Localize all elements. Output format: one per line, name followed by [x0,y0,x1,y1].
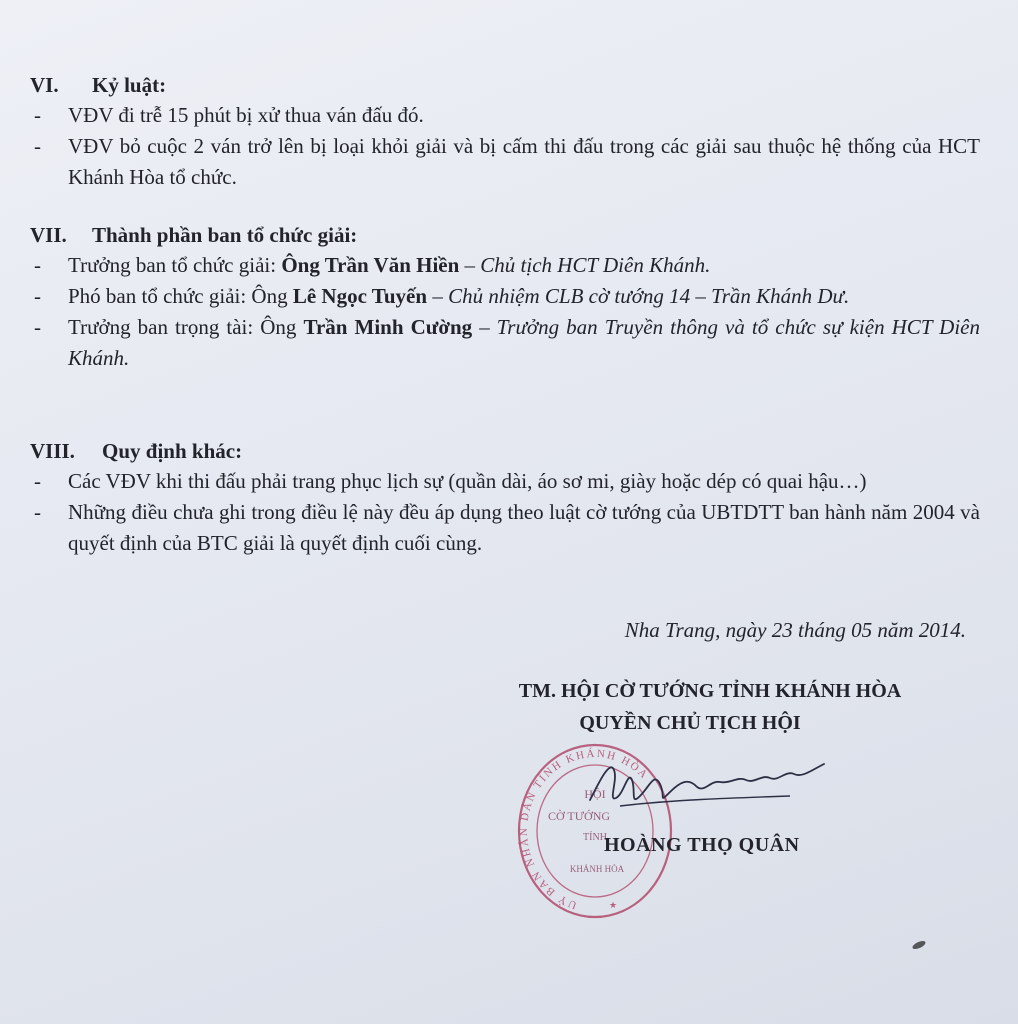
bullet-dash: - [34,284,41,308]
bullet-dash: - [34,103,41,127]
item-text: VĐV đi trễ 15 phút bị xử thua ván đấu đó. [68,103,424,127]
member-name: Trần Minh Cường [303,315,473,339]
handwritten-signature [580,740,840,820]
list-item [30,312,980,374]
item-prefix: Trưởng ban tổ chức giải: [68,253,282,277]
member-role: – Trưởng ban Truyền thông và tổ chức sự kiện HCT Diên Khánh. [68,315,980,370]
list-item [30,131,980,193]
list-item [30,250,980,281]
organization-name: TM. HỘI CỜ TƯỚNG TỈNH KHÁNH HÒA [518,680,902,702]
section-number: VIII. [30,439,75,463]
bullet-dash: - [34,315,41,339]
signer-name: HOÀNG THỌ QUÂN [604,834,800,856]
bullet-dash: - [34,469,41,493]
section-discipline [30,70,980,193]
member-name: Ông Trần Văn Hiền [281,253,460,277]
section-committee [30,220,980,374]
member-role: – Chủ nhiệm CLB cờ tướng 14 – Trần Khánh Dư. [427,284,850,308]
bullet-dash: - [34,134,41,158]
section-heading [30,436,980,466]
list-item [30,497,980,559]
item-text: VĐV bỏ cuộc 2 ván trở lên bị loại khỏi giải và bị cấm thi đấu trong các giải sau thuộc hệ thống của HCT Khánh Hòa tổ chức. [68,134,980,189]
member-role: – Chủ tịch HCT Diên Khánh. [459,253,711,277]
item-text: Các VĐV khi thi đấu phải trang phục lịch sự (quần dài, áo sơ mi, giày hoặc dép có quai hậu…) [68,469,867,493]
member-name: Lê Ngọc Tuyến [292,284,428,308]
list-item [30,100,980,131]
section-heading [30,70,980,100]
item-text: Những điều chưa ghi trong điều lệ này đều áp dụng theo luật cờ tướng của UBTDTT ban hành năm 2004 và quyết định của BTC giải là quyết định cuối cùng. [68,500,980,555]
section-title: Thành phần ban tổ chức giải: [92,223,358,247]
svg-text:KHÁNH HÒA: KHÁNH HÒA [569,864,625,874]
section-heading [30,220,980,250]
section-number: VI. [30,73,59,97]
svg-text:UỶ BAN NHÂN DÂN TỈNH KHÁNH HÒA: UỶ BAN NHÂN DÂN TỈNH KHÁNH HÒA [518,747,651,912]
section-other-rules [30,436,980,559]
section-title: Quy định khác: [102,439,243,463]
svg-text:TỈNH: TỈNH [583,832,607,843]
bullet-dash: - [34,253,41,277]
signer-title: QUYỀN CHỦ TỊCH HỘI [579,712,801,734]
list-item [30,466,980,497]
item-prefix: Trưởng ban trọng tài: Ông [68,315,304,339]
svg-text:★: ★ [608,900,618,910]
list-item [30,281,980,312]
ink-smudge [911,939,926,950]
section-title: Kỷ luật: [92,73,167,97]
item-prefix: Phó ban tổ chức giải: Ông [68,284,293,308]
svg-text:CỜ TƯỚNG: CỜ TƯỚNG [547,809,611,823]
section-number: VII. [30,223,67,247]
bullet-dash: - [34,500,41,524]
svg-text:HỘI: HỘI [584,787,606,801]
date-line: Nha Trang, ngày 23 tháng 05 năm 2014. [624,618,966,642]
